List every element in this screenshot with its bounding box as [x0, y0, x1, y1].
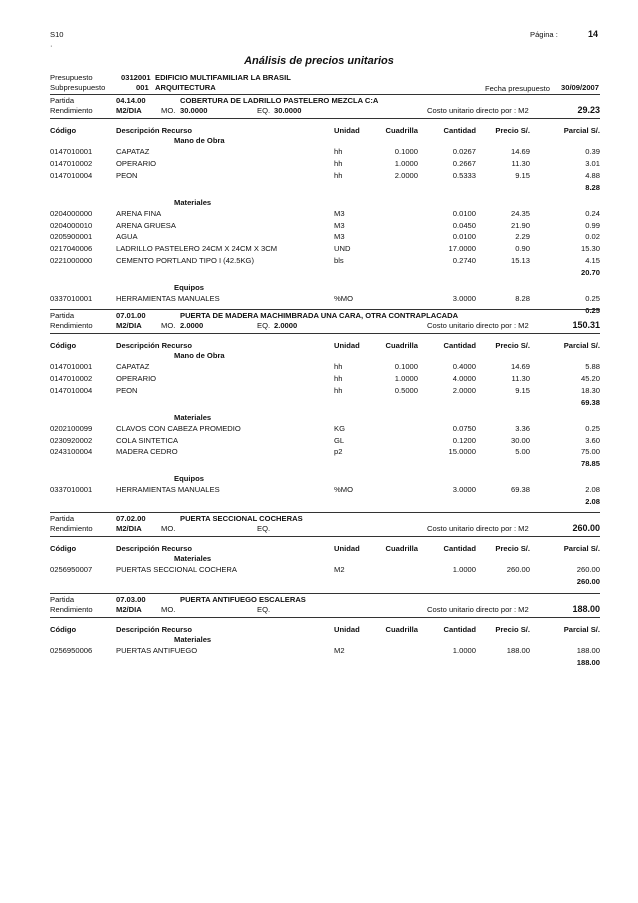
- partida-label: Partida: [50, 595, 75, 604]
- row-parcial: 0.24: [585, 208, 600, 218]
- column-codigo: Código: [50, 625, 77, 634]
- row-cantidad: 0.0750: [452, 423, 476, 433]
- row-precio: 24.35: [510, 208, 530, 218]
- row-cantidad: 3.0000: [452, 485, 476, 495]
- page-title: Análisis de precios unitarios: [244, 55, 394, 67]
- costo-label: Costo unitario directo por : M2: [427, 605, 529, 614]
- eq-value: 2.0000: [274, 321, 298, 330]
- row-cantidad: 3.0000: [452, 294, 476, 303]
- row-codigo: 0230920002: [50, 435, 93, 445]
- row-codigo: 0147010001: [50, 362, 93, 371]
- column-parcial: Parcial S/.: [563, 544, 600, 553]
- row-cantidad: 1.0000: [452, 565, 476, 574]
- rendimiento-label: Rendimiento: [50, 605, 93, 614]
- row-descripcion: AGUA: [116, 232, 138, 242]
- row-precio: 14.69: [510, 362, 530, 371]
- row-descripcion: PUERTAS ANTIFUEGO: [116, 646, 198, 655]
- row-precio: 69.38: [510, 485, 530, 495]
- column-precio: Precio S/.: [495, 126, 530, 135]
- partida-name: COBERTURA DE LADRILLO PASTELERO MEZCLA C:A: [180, 96, 379, 105]
- group-heading: Mano de Obra: [174, 136, 225, 145]
- row-precio: 2.29: [515, 232, 530, 242]
- row-descripcion: ARENA FINA: [116, 208, 162, 218]
- row-codigo: 0337010001: [50, 294, 93, 303]
- partida-code: 07.01.00: [116, 311, 146, 320]
- row-descripcion: LADRILLO PASTELERO 24CM X 24CM X 3CM: [116, 244, 278, 254]
- mo-label: MO.: [161, 321, 176, 330]
- row-parcial: 0.25: [585, 423, 600, 433]
- partida-label: Partida: [50, 514, 75, 523]
- partida-top-rule: [50, 512, 600, 513]
- mo-label: MO.: [161, 524, 176, 533]
- presupuesto-code: 0312001: [121, 73, 151, 82]
- row-descripcion: OPERARIO: [116, 158, 157, 168]
- row-precio: 9.15: [515, 385, 530, 395]
- partida-code: 04.14.00: [116, 96, 146, 105]
- column-cantidad: Cantidad: [443, 625, 476, 634]
- row-codigo: 0202100099: [50, 423, 93, 433]
- row-unidad: hh: [334, 362, 343, 371]
- row-codigo: 0217040006: [50, 244, 93, 254]
- row-codigo: 0243100004: [50, 447, 93, 457]
- row-precio: 188.00: [506, 646, 530, 655]
- row-cantidad: 0.0100: [452, 208, 476, 218]
- row-descripcion: PEON: [116, 170, 138, 180]
- group-heading: Equipos: [174, 474, 204, 484]
- row-descripcion: CAPATAZ: [116, 147, 150, 156]
- row-descripcion: MADERA CEDRO: [116, 447, 178, 457]
- row-unidad: M3: [334, 208, 345, 218]
- group-total: 260.00: [576, 576, 600, 586]
- partida-bottom-rule: [50, 536, 600, 537]
- row-cantidad: 0.2667: [452, 158, 476, 168]
- eq-value: 30.0000: [274, 106, 302, 115]
- row-unidad: hh: [334, 147, 343, 156]
- row-descripcion: PEON: [116, 385, 138, 395]
- row-descripcion: CEMENTO PORTLAND TIPO I (42.5KG): [116, 256, 254, 266]
- group-total: 78.85: [580, 459, 600, 469]
- row-precio: 30.00: [510, 435, 530, 445]
- row-parcial: 5.88: [585, 362, 600, 371]
- column-descripcion: Descripción Recurso: [116, 625, 192, 634]
- column-parcial: Parcial S/.: [563, 126, 600, 135]
- row-codigo: 0147010004: [50, 170, 93, 180]
- row-descripcion: ARENA GRUESA: [116, 220, 176, 230]
- row-parcial: 45.20: [580, 373, 600, 383]
- row-precio: 3.36: [515, 423, 530, 433]
- column-unidad: Unidad: [334, 625, 360, 634]
- row-cantidad: 0.0450: [452, 220, 476, 230]
- group-total: 2.08: [585, 497, 600, 507]
- row-precio: 11.30: [511, 158, 530, 168]
- column-cuadrilla: Cuadrilla: [385, 544, 418, 553]
- page-number: 14: [588, 29, 599, 39]
- eq-label: EQ.: [257, 605, 271, 614]
- row-parcial: 0.39: [585, 147, 600, 156]
- page-label: Página :: [530, 30, 558, 39]
- row-precio: 8.28: [515, 294, 530, 303]
- partida-name: PUERTA ANTIFUEGO ESCALERAS: [180, 595, 306, 604]
- row-unidad: bls: [334, 256, 344, 266]
- costo-value: 260.00: [572, 523, 600, 533]
- row-precio: 14.69: [510, 147, 530, 156]
- mo-label: MO.: [161, 106, 176, 115]
- presupuesto-name: EDIFICIO MULTIFAMILIAR LA BRASIL: [155, 73, 291, 82]
- column-cuadrilla: Cuadrilla: [385, 126, 418, 135]
- group-heading: Materiales: [174, 412, 212, 422]
- eq-label: EQ.: [257, 106, 271, 115]
- group-total: 8.28: [585, 182, 600, 192]
- mo-value: 2.0000: [180, 321, 204, 330]
- costo-value: 188.00: [572, 604, 600, 614]
- row-cuadrilla: 0.5000: [394, 385, 418, 395]
- subpresupuesto-name: ARQUITECTURA: [155, 83, 216, 92]
- rendimiento-label: Rendimiento: [50, 106, 93, 115]
- row-precio: 21.90: [510, 220, 530, 230]
- group-heading: Equipos: [174, 283, 204, 292]
- costo-value: 29.23: [577, 105, 600, 115]
- row-cantidad: 1.0000: [452, 646, 476, 655]
- column-descripcion: Descripción Recurso: [116, 544, 192, 553]
- row-descripcion: COLA SINTETICA: [116, 435, 179, 445]
- column-cuadrilla: Cuadrilla: [385, 625, 418, 634]
- row-cantidad: 0.4000: [452, 362, 476, 371]
- report-dot: ·: [50, 41, 53, 50]
- row-codigo: 0256950007: [50, 565, 93, 574]
- row-cantidad: 0.0100: [452, 232, 476, 242]
- row-parcial: 3.01: [585, 158, 600, 168]
- partida-code: 07.03.00: [116, 595, 146, 604]
- group-heading: Materiales: [174, 635, 212, 644]
- row-descripcion: HERRAMIENTAS MANUALES: [116, 294, 220, 303]
- column-cuadrilla: Cuadrilla: [385, 341, 418, 350]
- column-precio: Precio S/.: [495, 625, 530, 634]
- row-cuadrilla: 2.0000: [394, 170, 418, 180]
- column-unidad: Unidad: [334, 341, 360, 350]
- row-codigo: 0147010002: [50, 373, 93, 383]
- row-descripcion: OPERARIO: [116, 373, 157, 383]
- column-cantidad: Cantidad: [443, 126, 476, 135]
- column-unidad: Unidad: [334, 544, 360, 553]
- group-total: 20.70: [580, 268, 600, 278]
- eq-label: EQ.: [257, 524, 271, 533]
- costo-label: Costo unitario directo por : M2: [427, 524, 529, 533]
- row-codigo: 0221000000: [50, 256, 93, 266]
- row-cantidad: 0.5333: [452, 170, 476, 180]
- group-total: 188.00: [576, 657, 600, 667]
- mo-value: 30.0000: [180, 106, 208, 115]
- column-precio: Precio S/.: [495, 544, 530, 553]
- column-unidad: Unidad: [334, 126, 360, 135]
- row-parcial: 15.30: [580, 244, 600, 254]
- row-cuadrilla: 1.0000: [394, 373, 418, 383]
- column-cantidad: Cantidad: [443, 341, 476, 350]
- row-cantidad: 2.0000: [452, 385, 476, 395]
- row-unidad: %MO: [334, 294, 353, 303]
- row-descripcion: HERRAMIENTAS MANUALES: [116, 485, 220, 495]
- row-parcial: 260.00: [576, 565, 600, 574]
- row-precio: 15.13: [510, 256, 530, 266]
- column-codigo: Código: [50, 341, 77, 350]
- row-cuadrilla: 0.1000: [394, 147, 418, 156]
- column-descripcion: Descripción Recurso: [116, 341, 192, 350]
- rendimiento-label: Rendimiento: [50, 524, 93, 533]
- row-cantidad: 17.0000: [448, 244, 476, 254]
- partida-bottom-rule: [50, 333, 600, 334]
- partida-name: PUERTA DE MADERA MACHIMBRADA UNA CARA, OTRA CONTRAPLACADA: [180, 311, 459, 320]
- partida-top-rule: [50, 593, 600, 594]
- row-cantidad: 0.0267: [452, 147, 476, 156]
- column-parcial: Parcial S/.: [563, 341, 600, 350]
- partida-bottom-rule: [50, 118, 600, 119]
- row-unidad: hh: [334, 170, 343, 180]
- row-parcial: 75.00: [580, 447, 600, 457]
- row-unidad: %MO: [334, 485, 353, 495]
- row-precio: 260.00: [506, 565, 530, 574]
- rendimiento-unit: M2/DIA: [116, 524, 142, 533]
- row-codigo: 0204000000: [50, 208, 93, 218]
- subpresupuesto-label: Subpresupuesto: [50, 83, 106, 92]
- rendimiento-label: Rendimiento: [50, 321, 93, 330]
- row-codigo: 0147010001: [50, 147, 93, 156]
- group-heading: Materiales: [174, 554, 212, 563]
- row-parcial: 0.99: [585, 220, 600, 230]
- eq-label: EQ.: [257, 321, 271, 330]
- row-cantidad: 4.0000: [452, 373, 476, 383]
- partida-top-rule: [50, 94, 600, 95]
- fecha-label: Fecha presupuesto: [485, 84, 551, 93]
- row-codigo: 0337010001: [50, 485, 93, 495]
- mo-label: MO.: [161, 605, 176, 614]
- costo-label: Costo unitario directo por : M2: [427, 106, 529, 115]
- row-precio: 11.30: [511, 373, 530, 383]
- row-codigo: 0147010004: [50, 385, 93, 395]
- row-unidad: hh: [334, 158, 343, 168]
- row-parcial: 2.08: [585, 485, 600, 495]
- costo-label: Costo unitario directo por : M2: [427, 321, 529, 330]
- rendimiento-unit: M2/DIA: [116, 605, 142, 614]
- row-unidad: M2: [334, 565, 345, 574]
- row-unidad: M2: [334, 646, 345, 655]
- row-unidad: p2: [334, 447, 343, 457]
- row-parcial: 4.88: [585, 170, 600, 180]
- row-cuadrilla: 0.1000: [394, 362, 418, 371]
- row-unidad: KG: [334, 423, 345, 433]
- row-parcial: 0.02: [585, 232, 600, 242]
- partida-bottom-rule: [50, 617, 600, 618]
- costo-value: 150.31: [572, 320, 600, 330]
- row-precio: 0.90: [515, 244, 530, 254]
- row-parcial: 0.25: [585, 294, 600, 303]
- row-precio: 9.15: [515, 170, 530, 180]
- row-descripcion: CLAVOS CON CABEZA PROMEDIO: [116, 423, 241, 433]
- rendimiento-unit: M2/DIA: [116, 321, 142, 330]
- row-parcial: 188.00: [576, 646, 600, 655]
- row-unidad: hh: [334, 385, 343, 395]
- row-cuadrilla: 1.0000: [394, 158, 418, 168]
- row-parcial: 3.60: [585, 435, 600, 445]
- row-cantidad: 0.2740: [452, 256, 476, 266]
- row-parcial: 18.30: [580, 385, 600, 395]
- column-codigo: Código: [50, 544, 77, 553]
- group-total: 69.38: [580, 397, 600, 407]
- partida-top-rule: [50, 309, 600, 310]
- row-codigo: 0147010002: [50, 158, 93, 168]
- row-unidad: GL: [334, 435, 345, 445]
- rendimiento-unit: M2/DIA: [116, 106, 142, 115]
- row-descripcion: PUERTAS SECCIONAL COCHERA: [116, 565, 237, 574]
- row-unidad: hh: [334, 373, 343, 383]
- column-precio: Precio S/.: [495, 341, 530, 350]
- row-codigo: 0204000010: [50, 220, 93, 230]
- partida-label: Partida: [50, 96, 75, 105]
- row-unidad: M3: [334, 232, 345, 242]
- group-total: 0.25: [585, 305, 600, 315]
- row-unidad: UND: [334, 244, 351, 254]
- row-parcial: 4.15: [585, 256, 600, 266]
- column-cantidad: Cantidad: [443, 544, 476, 553]
- row-precio: 5.00: [515, 447, 530, 457]
- partida-code: 07.02.00: [116, 514, 146, 523]
- row-cantidad: 0.1200: [452, 435, 476, 445]
- group-heading: Mano de Obra: [174, 351, 225, 360]
- row-codigo: 0256950006: [50, 646, 93, 655]
- row-codigo: 0205900001: [50, 232, 93, 242]
- partida-label: Partida: [50, 311, 75, 320]
- group-heading: Materiales: [174, 197, 212, 207]
- column-codigo: Código: [50, 126, 77, 135]
- row-descripcion: CAPATAZ: [116, 362, 150, 371]
- report-code: S10: [50, 30, 64, 39]
- fecha-value: 30/09/2007: [561, 83, 600, 92]
- row-cantidad: 15.0000: [448, 447, 476, 457]
- presupuesto-label: Presupuesto: [50, 73, 93, 82]
- subpresupuesto-code: 001: [136, 83, 149, 92]
- column-descripcion: Descripción Recurso: [116, 126, 192, 135]
- partida-name: PUERTA SECCIONAL COCHERAS: [180, 514, 303, 523]
- row-unidad: M3: [334, 220, 345, 230]
- column-parcial: Parcial S/.: [563, 625, 600, 634]
